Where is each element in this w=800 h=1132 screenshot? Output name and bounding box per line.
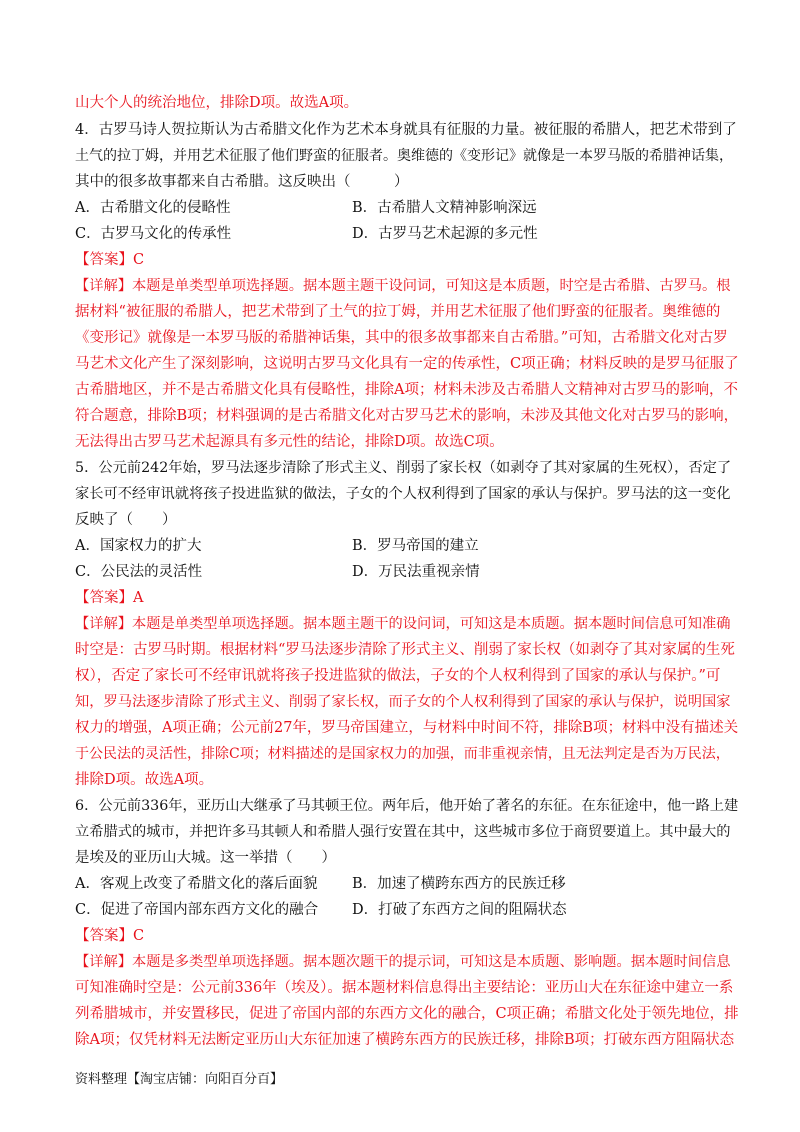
question-stem-line: 是埃及的亚历山大城。这一举措（ ） xyxy=(75,850,336,866)
previous-explanation-tail: 山大个人的统治地位，排除D项。故选A项。 xyxy=(75,95,359,111)
explanation-line: 列希腊城市，并安置移民，促进了帝国内部的东西方文化的融合，C项正确；希腊文化处于领先地位，排 xyxy=(75,1006,739,1022)
explanation-line: 除A项；仅凭材料无法断定亚历山大东征加速了横跨东西方的民族迁移，排除B项；打破东西方阻隔状态 xyxy=(75,1032,735,1048)
explanation-line: 可知准确时空是：公元前336年（埃及）。据本题材料信息得出主要结论：亚历山大在东征途中建立一系 xyxy=(75,980,734,996)
explanation-line: 于公民法的灵活性，排除C项；材料描述的是国家权力的加强，而非重视亲情，且无法判定是否为万民法， xyxy=(75,746,730,762)
answer-label: 【答案】C xyxy=(75,928,145,944)
explanation-line: 知，罗马法逐步清除了形式主义、削弱了家长权，而子女的个人权利得到了国家的承认与保护，说明国家 xyxy=(75,694,731,710)
option-b: B．古希腊人文精神影响深远 xyxy=(352,200,537,216)
explanation-line: 古希腊地区，并不是古希腊文化具有侵略性，排除A项；材料未涉及古希腊人文精神对古罗马的影响，不 xyxy=(75,382,738,398)
explanation-line: 【详解】本题是多类型单项选择题。据本题次题干的提示词，可知这是本质题、影响题。据本题时间信息 xyxy=(75,954,731,970)
question-stem-line: 反映了（ ） xyxy=(75,512,177,528)
option-d: D．打破了东西方之间的阻隔状态 xyxy=(352,902,567,918)
answer-label: 【答案】C xyxy=(75,252,145,268)
explanation-line: 权），否定了家长可不经审讯就将孩子投进监狱的做法，子女的个人权利得到了国家的承认与保护。”可 xyxy=(75,668,721,684)
question-stem-line: 5．公元前242年始，罗马法逐步清除了形式主义、削弱了家长权（如剥夺了其对家属的生死权），否定了 xyxy=(75,460,732,476)
option-b: B．罗马帝国的建立 xyxy=(352,538,479,554)
option-a: A．古希腊文化的侵略性 xyxy=(75,200,231,216)
question-stem-line: 立希腊式的城市，并把许多马其顿人和希腊人强行安置在其中，这些城市多位于商贸要道上。其中最大的 xyxy=(75,824,731,840)
explanation-line: 排除D项。故选A项。 xyxy=(75,772,214,788)
option-a: A．国家权力的扩大 xyxy=(75,538,202,554)
question-stem-line: 土气的拉丁姆，并用艺术征服了他们野蛮的征服者。奥维德的《变形记》就像是一本罗马版的希腊神话集， xyxy=(75,148,733,164)
answer-label: 【答案】A xyxy=(75,590,144,606)
explanation-line: 【详解】本题是单类型单项选择题。据本题主题干设问词，可知这是本质题，时空是古希腊、古罗马。根 xyxy=(75,278,731,294)
explanation-line: 时空是：古罗马时期。根据材料“罗马法逐步清除了形式主义、削弱了家长权（如剥夺了其对家属的生死 xyxy=(75,642,735,658)
question-stem-line: 4．古罗马诗人贺拉斯认为古希腊文化作为艺术本身就具有征服的力量。被征服的希腊人，把艺术带到了 xyxy=(75,122,737,138)
explanation-line: 马艺术文化产生了深刻影响，这说明古罗马文化具有一定的传承性，C项正确；材料反映的是罗马征服了 xyxy=(75,356,739,372)
explanation-line: 无法得出古罗马艺术起源具有多元性的结论，排除D项。故选C项。 xyxy=(75,434,504,450)
page-footer: 资料整理【淘宝店铺：向阳百分百】 xyxy=(75,1072,284,1087)
explanation-line: 符合题意，排除B项；材料强调的是古希腊文化对古罗马艺术的影响，未涉及其他文化对古罗马的影响， xyxy=(75,408,739,424)
option-d: D．万民法重视亲情 xyxy=(352,564,480,580)
option-b: B．加速了横跨东西方的民族迁移 xyxy=(352,876,566,892)
option-a: A．客观上改变了希腊文化的落后面貌 xyxy=(75,876,318,892)
question-stem-line: 其中的很多故事都来自古希腊。这反映出（ ） xyxy=(75,174,409,190)
explanation-line: 权力的增强，A项正确；公元前27年，罗马帝国建立，与材料中时间不符，排除B项；材料中没有描述关 xyxy=(75,720,739,736)
option-c: C．公民法的灵活性 xyxy=(75,564,203,580)
option-d: D．古罗马艺术起源的多元性 xyxy=(352,226,538,242)
question-stem-line: 家长可不经审讯就将孩子投进监狱的做法，子女的个人权利得到了国家的承认与保护。罗马法的这一变化 xyxy=(75,486,731,502)
question-stem-line: 6．公元前336年，亚历山大继承了马其顿王位。两年后，他开始了著名的东征。在东征途中，他一路上建 xyxy=(75,798,739,814)
explanation-line: 据材料“被征服的希腊人，把艺术带到了土气的拉丁姆，并用艺术征服了他们野蛮的征服者。奥维德的 xyxy=(75,304,721,320)
explanation-line: 【详解】本题是单类型单项选择题。据本题主题干的设问词，可知这是本质题。据本题时间信息可知准确 xyxy=(75,616,731,632)
option-c: C．古罗马文化的传承性 xyxy=(75,226,232,242)
explanation-line: 《变形记》就像是一本罗马版的希腊神话集，其中的很多故事都来自古希腊。”可知，古希腊文化对古罗 xyxy=(75,330,728,346)
option-c: C．促进了帝国内部东西方文化的融合 xyxy=(75,902,319,918)
